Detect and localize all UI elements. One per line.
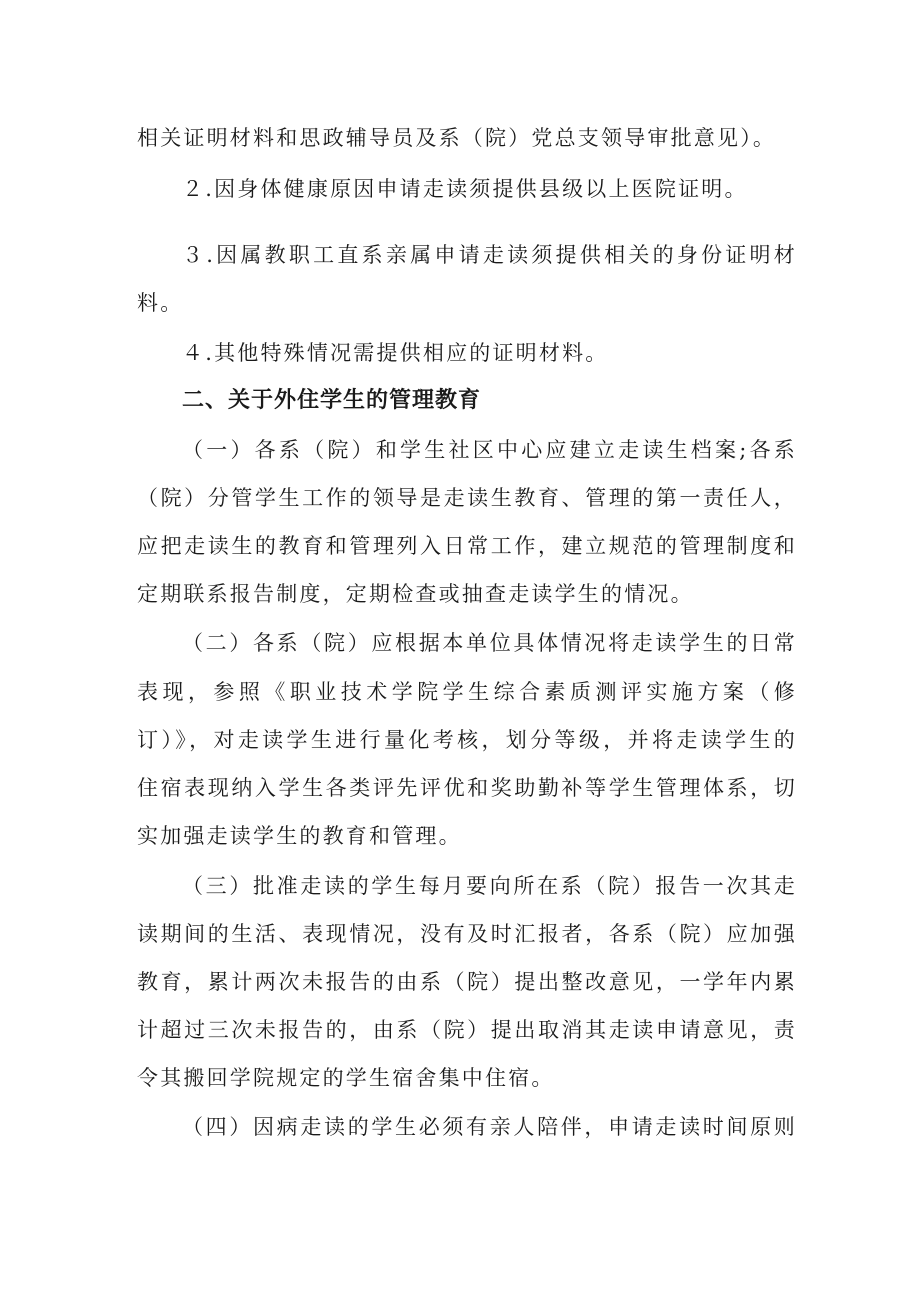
paragraph-line: （一）各系（院）和学生社区中心应建立走读生档案;各系 [182, 438, 797, 462]
paragraph-line: 教育，累计两次未报告的由系（院）提出整改意见，一学年内累 [137, 970, 797, 994]
list-item-3: ３.因属教职工直系亲属申请走读须提供相关的身份证明材 [182, 243, 797, 267]
paragraph-line: （四）因病走读的学生必须有亲人陪伴，申请走读时间原则 [182, 1115, 797, 1139]
paragraph-line: 实加强走读学生的教育和管理。 [137, 824, 462, 848]
paragraph-line: 订）》，对走读学生进行量化考核，划分等级，并将走读学生的 [137, 728, 797, 752]
paragraph-line: （院）分管学生工作的领导是走读生教育、管理的第一责任人， [137, 486, 797, 510]
paragraph-line: 读期间的生活、表现情况，没有及时汇报者，各系（院）应加强 [137, 922, 797, 946]
paragraph-line: 表现，参照《职业技术学院学生综合素质测评实施方案（修 [137, 680, 797, 704]
paragraph-line: 相关证明材料和思政辅导员及系（院）党总支领导审批意见）。 [137, 126, 777, 150]
section-heading: 二、关于外住学生的管理教育 [182, 388, 482, 413]
list-item-2: ２.因身体健康原因申请走读须提供县级以上医院证明。 [182, 177, 748, 201]
paragraph-line: 计超过三次未报告的，由系（院）提出取消其走读申请意见，责 [137, 1018, 797, 1042]
list-item-4: ４.其他特殊情况需提供相应的证明材料。 [182, 341, 609, 365]
paragraph-line: 住宿表现纳入学生各类评先评优和奖助勤补等学生管理体系，切 [137, 776, 797, 800]
paragraph-line: （三）批准走读的学生每月要向所在系（院）报告一次其走 [182, 874, 797, 898]
paragraph-line: 令其搬回学院规定的学生宿舍集中住宿。 [137, 1066, 555, 1090]
paragraph-line: 定期联系报告制度，定期检查或抽查走读学生的情况。 [137, 582, 694, 606]
paragraph-line: 应把走读生的教育和管理列入日常工作，建立规范的管理制度和 [137, 534, 797, 558]
paragraph-line: （二）各系（院）应根据本单位具体情况将走读学生的日常 [182, 631, 797, 655]
paragraph-line: 料。 [137, 291, 184, 315]
